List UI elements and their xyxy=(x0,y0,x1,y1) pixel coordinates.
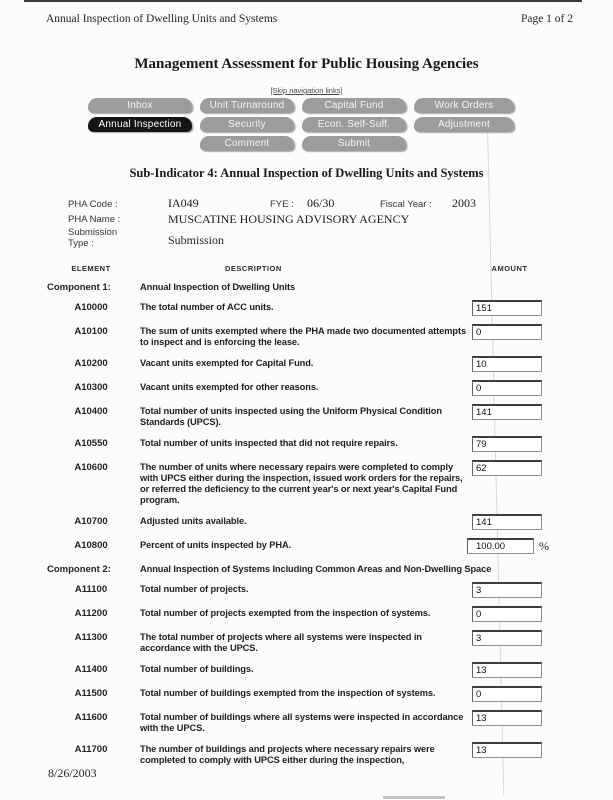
element-description: The sum of units exempted where the PHA made two documented attempts to inspect and is enforcing the lease. xyxy=(140,326,467,347)
element-description: The total number of projects where all systems were inspected in accordance with the UPCS. xyxy=(140,632,422,653)
element-code: A11300 xyxy=(74,632,108,643)
tab-adjustment[interactable]: Adjustment xyxy=(414,117,514,132)
pha-code-value: IA049 xyxy=(168,196,199,210)
element-description: The total number of ACC units. xyxy=(140,302,274,312)
tab-navigation xyxy=(88,98,514,151)
element-code: A11700 xyxy=(74,744,108,755)
element-code: A11600 xyxy=(74,712,108,723)
tab-submit[interactable]: Submit xyxy=(302,136,406,151)
element-code: A10550 xyxy=(74,438,108,449)
component-header-row xyxy=(47,282,587,293)
element-description: Adjusted units available. xyxy=(140,516,247,526)
table-row xyxy=(47,540,587,554)
table-header-row xyxy=(47,264,587,273)
element-description: Total number of buildings where all systems were inspected in accordance with the UPCS. xyxy=(140,712,464,733)
table-row xyxy=(47,584,587,598)
element-description: Total number of units inspected using the Uniform Physical Condition Standards (UPCS). xyxy=(140,406,442,427)
element-description: Total number of units inspected that did not require repairs. xyxy=(140,438,398,448)
table-row xyxy=(47,462,587,506)
percent-suffix: % xyxy=(539,539,549,553)
component-label: Component 1: xyxy=(47,282,111,293)
element-code: A10100 xyxy=(74,326,108,337)
table-row xyxy=(47,688,587,702)
table-row xyxy=(47,406,587,428)
element-description: Vacant units exempted for Capital Fund. xyxy=(140,358,314,368)
element-code: A10400 xyxy=(74,406,108,417)
tab-inbox[interactable]: Inbox xyxy=(88,98,192,113)
fye-label: FYE : xyxy=(270,199,294,210)
element-code: A11100 xyxy=(74,584,108,595)
element-code: A10700 xyxy=(74,516,108,527)
pha-name-value: MUSCATINE HOUSING ADVISORY AGENCY xyxy=(168,212,410,226)
print-footer-date: 8/26/2003 xyxy=(48,766,97,780)
table-row xyxy=(47,358,587,372)
print-doc-title: Annual Inspection of Dwelling Units and Systems xyxy=(46,13,278,25)
amount-input[interactable] xyxy=(472,742,542,758)
table-row xyxy=(47,438,587,452)
submission-type-label: Submission Type : xyxy=(68,227,118,249)
pha-name-label: PHA Name : xyxy=(68,214,121,225)
skip-navigation-link[interactable]: [Skip navigation links] xyxy=(270,86,343,95)
header-amount: AMOUNT xyxy=(491,264,528,273)
amount-input[interactable] xyxy=(472,606,542,622)
table-row xyxy=(47,382,587,396)
component-header-row xyxy=(47,564,587,575)
header-element: ELEMENT xyxy=(71,264,111,273)
table-row xyxy=(47,302,587,316)
amount-input[interactable] xyxy=(472,514,542,530)
element-description: Vacant units exempted for other reasons. xyxy=(140,382,319,392)
element-code: A11500 xyxy=(74,688,108,699)
amount-input[interactable] xyxy=(472,404,542,420)
component-title: Annual Inspection of Dwelling Units xyxy=(140,282,296,292)
submission-type-value: Submission xyxy=(168,233,225,247)
tab-security[interactable]: Security xyxy=(200,117,294,132)
fye-value: 06/30 xyxy=(307,196,335,210)
element-description: Total number of buildings. xyxy=(140,664,254,674)
table-row xyxy=(47,608,587,622)
tab-capital-fund[interactable]: Capital Fund xyxy=(302,98,406,113)
tab-work-orders[interactable]: Work Orders xyxy=(414,98,514,113)
scan-smudge xyxy=(383,796,445,799)
element-code: A10000 xyxy=(74,302,108,313)
fiscal-year-label: Fiscal Year : xyxy=(380,199,432,210)
amount-input[interactable] xyxy=(472,436,542,452)
tab-comment[interactable]: Comment xyxy=(200,136,294,151)
table-row xyxy=(47,632,587,654)
amount-input[interactable] xyxy=(472,630,542,646)
tab-econ-self-suff[interactable]: Econ. Self-Suff. xyxy=(302,117,406,132)
amount-input[interactable] xyxy=(472,686,542,702)
table-row xyxy=(47,516,587,530)
amount-input[interactable] xyxy=(472,300,542,316)
element-code: A10600 xyxy=(74,462,108,473)
component-title: Annual Inspection of Systems Including Common Areas and Non-Dwelling Space xyxy=(140,564,492,574)
table-row xyxy=(47,664,587,678)
amount-input[interactable] xyxy=(472,662,542,678)
element-description: Total number of projects. xyxy=(140,584,249,594)
amount-input[interactable] xyxy=(472,710,542,726)
amount-input[interactable] xyxy=(472,582,542,598)
amount-input[interactable] xyxy=(472,460,542,476)
element-code: A10300 xyxy=(74,382,108,393)
table-row xyxy=(47,712,587,734)
element-code: A10800 xyxy=(74,540,108,551)
table-row xyxy=(47,744,587,766)
amount-input[interactable] xyxy=(472,380,542,396)
element-description: The number of buildings and projects where necessary repairs were completed to comply with UPCS either during the inspection, xyxy=(140,744,435,765)
element-code: A10200 xyxy=(74,358,108,369)
skip-navigation xyxy=(0,86,613,95)
page-number: Page 1 of 2 xyxy=(520,13,573,25)
element-description: Total number of projects exempted from the inspection of systems. xyxy=(140,608,431,618)
element-description: Total number of buildings exempted from the inspection of systems. xyxy=(140,688,436,698)
elements-table xyxy=(47,264,587,776)
table-row xyxy=(47,326,587,348)
amount-input[interactable] xyxy=(472,324,542,340)
tab-annual-inspection[interactable]: Annual Inspection xyxy=(88,117,192,132)
element-description: Percent of units inspected by PHA. xyxy=(140,540,292,550)
amount-input[interactable] xyxy=(472,356,542,372)
amount-input[interactable] xyxy=(467,538,534,554)
print-header xyxy=(46,13,573,25)
page-title: Management Assessment for Public Housing Agencies xyxy=(134,56,479,72)
tab-unit-turnaround[interactable]: Unit Turnaround xyxy=(200,98,294,113)
element-code: A11400 xyxy=(74,664,108,675)
header-description: DESCRIPTION xyxy=(225,264,282,273)
fiscal-year-value: 2003 xyxy=(452,196,476,210)
sub-indicator-title: Sub-Indicator 4: Annual Inspection of Dwelling Units and Systems xyxy=(129,166,484,180)
component-label: Component 2: xyxy=(47,564,111,575)
pha-code-label: PHA Code : xyxy=(68,199,118,210)
element-description: The number of units where necessary repairs were completed to comply with UPCS either during the inspection, issued work orders for the repairs, or referred the deficiency to the current year's or next year's Capital Fund program. xyxy=(140,462,463,505)
element-code: A11200 xyxy=(74,608,108,619)
scan-edge-line xyxy=(24,0,582,2)
